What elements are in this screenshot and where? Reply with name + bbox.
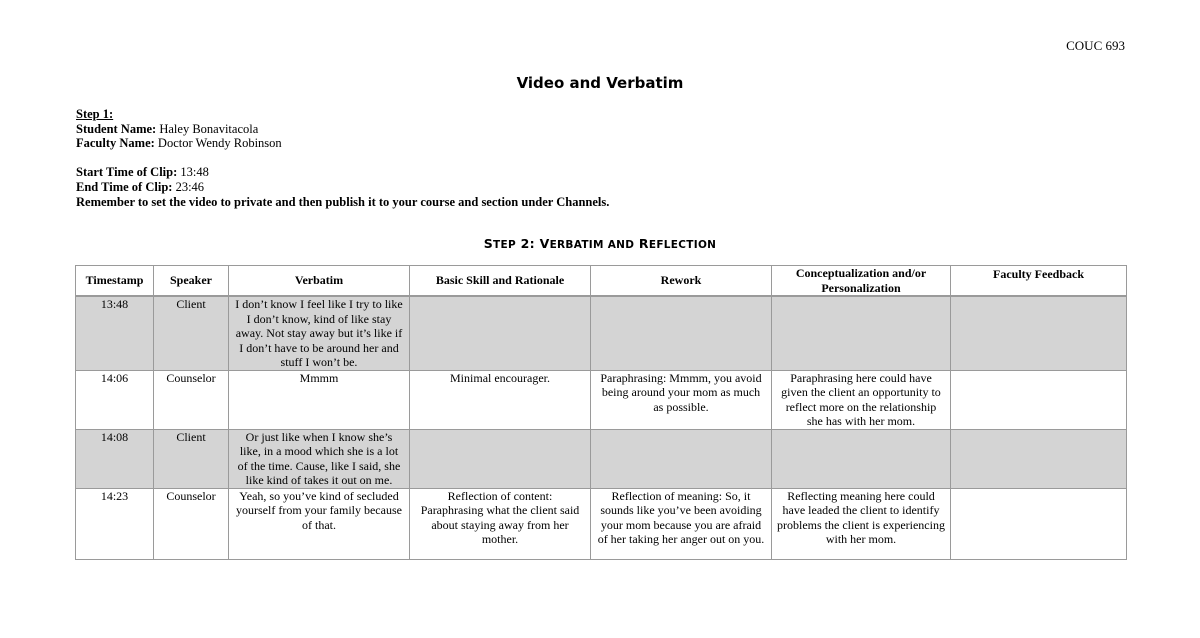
cell-conceptualization: Paraphrasing here could have given the client an opportunity to reflect more on the relationship she has with her mom. — [772, 370, 951, 429]
reminder-line — [76, 195, 609, 210]
column-header-verbatim: Verbatim — [229, 266, 410, 297]
cell-skill: Reflection of content: Paraphrasing what the client said about staying away from her mother. — [410, 488, 591, 559]
start-time-value: 13:48 — [180, 165, 209, 180]
table-row — [76, 296, 1127, 370]
student-name-label: Student Name: — [76, 121, 157, 136]
cell-speaker: Counselor — [154, 370, 229, 429]
cell-feedback — [951, 296, 1127, 370]
column-header-conceptualization: Conceptualization and/or Personalization — [772, 266, 951, 297]
table-row — [76, 488, 1127, 559]
column-header-timestamp: Timestamp — [76, 266, 154, 297]
step1-section — [76, 107, 609, 209]
start-time-line — [76, 165, 609, 180]
cell-speaker: Client — [154, 296, 229, 370]
start-time-label: Start Time of Clip: — [76, 165, 178, 180]
cell-verbatim: I don’t know I feel like I try to like I don’t know, kind of like stay away. Not stay away but it’s like if I don’t have to be around her and stuff I won’t be. — [229, 296, 410, 370]
cell-timestamp: 14:08 — [76, 429, 154, 488]
faculty-name-line — [76, 136, 609, 151]
cell-feedback — [951, 488, 1127, 559]
cell-speaker: Client — [154, 429, 229, 488]
cell-skill — [410, 429, 591, 488]
course-code: COUC 693 — [1066, 38, 1125, 53]
table-row — [76, 429, 1127, 488]
faculty-name-label: Faculty Name: — [76, 136, 155, 151]
document-title: Video and Verbatim — [516, 74, 684, 92]
reminder-text: Remember to set the video to private and then publish it to your course and section under Channels. — [76, 194, 610, 209]
cell-timestamp: 14:06 — [76, 370, 154, 429]
cell-verbatim: Mmmm — [229, 370, 410, 429]
column-header-skill: Basic Skill and Rationale — [410, 266, 591, 297]
table-header-row — [76, 266, 1127, 297]
student-name-line — [76, 122, 609, 137]
cell-feedback — [951, 429, 1127, 488]
cell-rework: Reflection of meaning: So, it sounds like you’ve been avoiding your mom because you are afraid of her taking her anger out on you. — [591, 488, 772, 559]
verbatim-table — [75, 265, 1127, 560]
cell-skill: Minimal encourager. — [410, 370, 591, 429]
cell-timestamp: 13:48 — [76, 296, 154, 370]
cell-conceptualization — [772, 429, 951, 488]
column-header-speaker: Speaker — [154, 266, 229, 297]
cell-rework: Paraphrasing: Mmmm, you avoid being around your mom as much as possible. — [591, 370, 772, 429]
cell-verbatim: Yeah, so you’ve kind of secluded yourself from your family because of that. — [229, 488, 410, 559]
cell-rework — [591, 296, 772, 370]
cell-timestamp: 14:23 — [76, 488, 154, 559]
cell-feedback — [951, 370, 1127, 429]
cell-speaker: Counselor — [154, 488, 229, 559]
cell-conceptualization: Reflecting meaning here could have leaded the client to identify problems the client is experiencing with her mom. — [772, 488, 951, 559]
cell-verbatim: Or just like when I know she’s like, in a mood which she is a lot of the time. Cause, like I said, she like kind of takes it out on me. — [229, 429, 410, 488]
end-time-value: 23:46 — [175, 179, 205, 194]
column-header-feedback: Faculty Feedback — [951, 266, 1127, 297]
table-row — [76, 370, 1127, 429]
faculty-name-value: Doctor Wendy Robinson — [157, 136, 282, 151]
end-time-line — [76, 180, 609, 195]
cell-skill — [410, 296, 591, 370]
student-name-value: Haley Bonavitacola — [159, 121, 259, 136]
step1-heading: Step 1: — [76, 107, 114, 121]
end-time-label: End Time of Clip: — [76, 179, 173, 194]
cell-rework — [591, 429, 772, 488]
cell-conceptualization — [772, 296, 951, 370]
step2-heading: STEP 2: VERBATIM AND REFLECTION — [483, 236, 717, 251]
column-header-rework: Rework — [591, 266, 772, 297]
